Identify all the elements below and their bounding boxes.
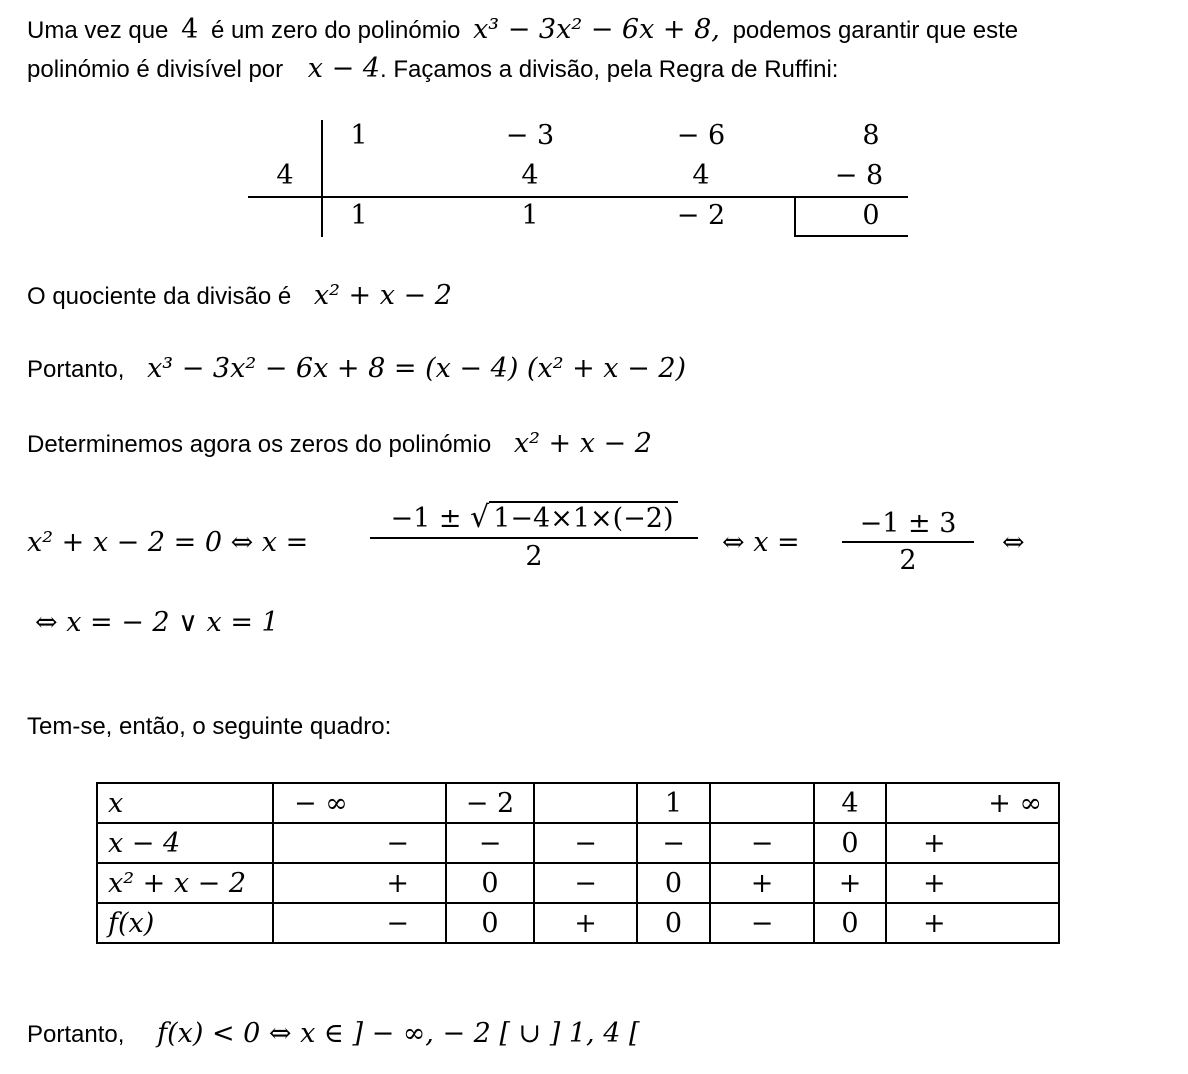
table-header-cell: x — [97, 783, 273, 823]
table-intro: Tem-se, então, o seguinte quadro: — [27, 713, 392, 740]
formula-radicand: 1−4×1×(−2) — [489, 501, 677, 534]
intro-text-3: podemos garantir que este — [732, 17, 1019, 44]
table-cell: 0 — [446, 863, 534, 903]
table-cell: + — [273, 863, 446, 903]
table-header-cell — [534, 783, 637, 823]
table-header-row — [97, 783, 1059, 823]
table-row — [97, 863, 1059, 903]
zeros-line — [27, 429, 652, 460]
table-header-cell: + ∞ — [886, 783, 1059, 823]
ruffini-coef: − 3 — [505, 120, 555, 151]
ruffini-product: 4 — [521, 160, 539, 191]
table-header-cell: − ∞ — [273, 783, 446, 823]
table-row-label: f(x) — [97, 903, 273, 943]
ruffini-coef: 1 — [350, 120, 368, 151]
ruffini-remainder-box-bottom — [794, 235, 908, 237]
table-row-label: x² + x − 2 — [97, 863, 273, 903]
sqrt-icon: √ — [470, 500, 490, 535]
formula-den2: 2 — [899, 545, 917, 576]
table-cell: + — [886, 823, 1059, 863]
table-row-label: x − 4 — [97, 823, 273, 863]
ruffini-horizontal-line — [248, 196, 908, 198]
factor-text: Portanto, — [27, 356, 125, 383]
table-cell: − — [710, 823, 814, 863]
table-cell: 0 — [637, 903, 710, 943]
intro-text-2: é um zero do polinómio — [210, 17, 461, 44]
ruffini-result: 1 — [350, 200, 368, 231]
table-cell: − — [710, 903, 814, 943]
table-cell: 0 — [446, 903, 534, 943]
factor-line — [27, 354, 686, 385]
zeros-expr: x² + x − 2 — [513, 428, 652, 459]
table-cell: − — [446, 823, 534, 863]
table-cell: − — [534, 863, 637, 903]
formula-num2: −1 ± 3 — [859, 508, 957, 539]
conclusion-expr: f(x) < 0 ⇔ x ∈ ] − ∞, − 2 [ ∪ ] 1, 4 [ — [157, 1018, 640, 1049]
ruffini-result: − 2 — [676, 200, 726, 231]
formula-fraction-2 — [842, 508, 974, 576]
table-cell: − — [273, 823, 446, 863]
table-cell: 0 — [814, 903, 886, 943]
table-row — [97, 903, 1059, 943]
formula-num1-pre: −1 ± — [390, 503, 471, 534]
formula-mid: ⇔ x = — [722, 527, 800, 558]
formula-den1: 2 — [525, 541, 543, 572]
intro-text-4: polinómio é divisível por — [27, 56, 284, 83]
solution-line: ⇔ x = − 2 ∨ x = 1 — [35, 607, 279, 638]
table-cell: − — [273, 903, 446, 943]
table-cell: + — [886, 863, 1059, 903]
quotient-expr: x² + x − 2 — [313, 280, 452, 311]
table-header-cell: 1 — [637, 783, 710, 823]
ruffini-result: 1 — [521, 200, 539, 231]
intro-divisor: x − 4 — [307, 53, 380, 84]
ruffini-remainder-box-left — [794, 196, 796, 237]
formula-fraction-1 — [370, 500, 698, 572]
fraction-bar — [370, 537, 698, 539]
ruffini-root: 4 — [276, 160, 294, 191]
ruffini-product: 4 — [692, 160, 710, 191]
intro-text-1: Uma vez que — [27, 17, 169, 44]
intro-line-1 — [27, 15, 1018, 46]
table-header-cell — [710, 783, 814, 823]
table-cell: + — [886, 903, 1059, 943]
intro-text-5: . Façamos a divisão, pela Regra de Ruffini: — [380, 56, 839, 83]
formula-end: ⇔ — [1002, 527, 1025, 558]
table-cell: + — [814, 863, 886, 903]
table-cell: + — [534, 903, 637, 943]
intro-polynomial: x³ − 3x² − 6x + 8, — [473, 14, 720, 45]
intro-zero: 4 — [181, 14, 199, 45]
table-header-cell: − 2 — [446, 783, 534, 823]
ruffini-product: − 8 — [834, 160, 884, 191]
ruffini-remainder: 0 — [862, 200, 880, 231]
ruffini-coef: − 6 — [676, 120, 726, 151]
table-cell: + — [710, 863, 814, 903]
table-cell: − — [534, 823, 637, 863]
table-cell: − — [637, 823, 710, 863]
intro-line-2 — [27, 54, 838, 85]
conclusion-line — [27, 1019, 640, 1050]
table-cell: 0 — [814, 823, 886, 863]
quotient-line — [27, 281, 452, 312]
sign-table — [96, 782, 1060, 944]
table-row — [97, 823, 1059, 863]
quotient-text: O quociente da divisão é — [27, 283, 292, 310]
ruffini-coef: 8 — [862, 120, 880, 151]
table-cell: 0 — [637, 863, 710, 903]
conclusion-text: Portanto, — [27, 1021, 125, 1048]
zeros-text: Determinemos agora os zeros do polinómio — [27, 431, 492, 458]
formula-lhs: x² + x − 2 = 0 ⇔ x = — [27, 527, 309, 558]
table-header-cell: 4 — [814, 783, 886, 823]
factor-expr: x³ − 3x² − 6x + 8 = (x − 4) (x² + x − 2) — [147, 353, 687, 384]
fraction-bar — [842, 541, 974, 543]
